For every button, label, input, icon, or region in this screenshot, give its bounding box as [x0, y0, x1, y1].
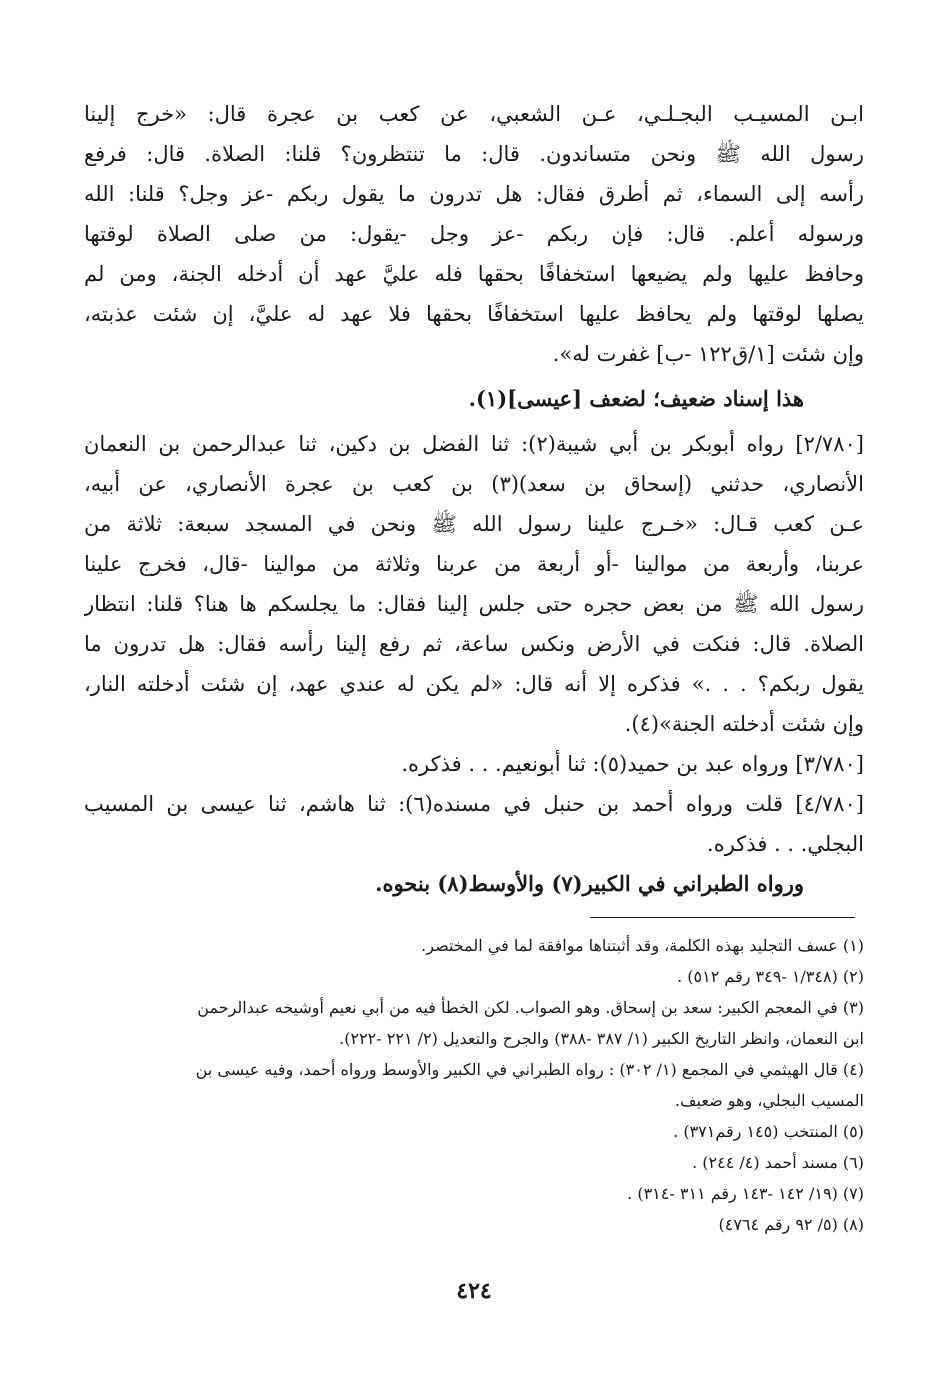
text-line: يصلها لوقتها ولم يحافظ عليها استخفافًا بحقها فلا عهد له عليَّ، إن شئت عذبته،: [84, 302, 864, 326]
text-line: [٣/٧٨٠] ورواه عبد بن حميد(٥): ثنا أبونعيم. . . فذكره.: [401, 752, 864, 776]
main-text: [84, 94, 864, 904]
text-line: [٢/٧٨٠] رواه أبوبكر بن أبي شيبة(٢): ثنا الفضل بن دكين، ثنا عبدالرحمن بن النعمان: [84, 432, 864, 456]
isnad-judgment: هذا إسناد ضعيف؛ لضعف [عيسى](١).: [468, 386, 804, 411]
footnote: (١) عسف التجليد بهذه الكلمة، وقد أثبتناها موافقة لما في المختصر.: [421, 936, 864, 955]
footnote-separator: [590, 917, 855, 918]
text-line: البجلي. . . فذكره.: [707, 832, 864, 856]
text-line: وإن شئت أدخلته الجنة»(٤).: [624, 712, 864, 736]
page-number: ٤٢٤: [456, 1278, 492, 1304]
paragraph-narration-2: [84, 424, 864, 744]
footnote: (٧) (١٩/ ١٤٢ -١٤٣ رقم ٣١١ -٣١٤) .: [627, 1184, 864, 1203]
paragraph-narration-5: [84, 864, 864, 904]
footnote: (٢) (١/٣٤٨ -٣٤٩ رقم ٥١٢) .: [677, 967, 864, 986]
text-line: ورواه الطبراني في الكبير(٧) والأوسط(٨) بنحوه.: [375, 871, 804, 896]
paragraph-hadith-text: [84, 94, 864, 374]
footnote-continuation: ابن النعمان، وانظر التاريخ الكبير (١/ ٣٨٧ -٣٨٨) والجرح والتعديل (٢/ ٢٢١ -٢٢٢).: [339, 1029, 864, 1048]
footnotes: [92, 930, 864, 1240]
footnote: (٥) المنتخب (١٤٥ رقم٣٧١) .: [673, 1122, 864, 1141]
footnote-continuation: المسيب البجلي، وهو ضعيف.: [674, 1091, 864, 1110]
text-line: الصلاة. قال: فنكت في الأرض ونكس ساعة، ثم رفع إلينا رأسه فقال: هل تدرون ما: [84, 632, 864, 656]
text-line: [٤/٧٨٠] قلت ورواه أحمد بن حنبل في مسنده(٦): ثنا هاشم، ثنا عيسى بن المسيب: [84, 792, 864, 816]
text-line: ابـن المسيـب البجـلـي، عـن الشعبي، عن كعب بن عجرة قال: «خرج إلينا: [84, 102, 864, 126]
text-line: ورسوله أعلم. قال: فإن ربكم -عز وجل -يقول: من صلى الصلاة لوقتها: [84, 222, 864, 246]
text-line: وحافظ عليها ولم يضيعها استخفافًا بحقها فله عليَّ عهد أن أدخله الجنة، ومن لم: [84, 262, 864, 286]
text-line: رسول الله ﷺ من بعض حجره حتى جلس إلينا فقال: ما يجلسكم ها هنا؟ قلنا: انتظار: [84, 592, 864, 616]
paragraph-narration-3: [84, 744, 864, 784]
text-line: وإن شئت [١/ق١٢٢ -ب] غفرت له».: [552, 342, 864, 366]
text-line: يقول ربكم؟ . . .» فذكره إلا أنه قال: «لم يكن له عندي عهد، إن شئت أدخلته النار،: [84, 672, 864, 696]
text-line: رأسه إلى السماء، ثم أطرق فقال: هل تدرون ما يقول ربكم -عز وجل؟ قلنا: الله: [84, 182, 864, 206]
footnote: (٤) قال الهيثمي في المجمع (١/ ٣٠٢) : رواه الطبراني في الكبير والأوسط ورواه أحمد، وفيه عيسى بن: [195, 1060, 864, 1079]
text-line: عربنا، وأربعة من موالينا -أو أربعة من عربنا وثلاثة من موالينا -قال، فخرج علينا: [84, 552, 864, 576]
paragraph-narration-4: [84, 784, 864, 864]
text-line: رسول الله ﷺ ونحن متساندون. قال: ما تنتظرون؟ قلنا: الصلاة. قال: فرفع: [84, 142, 864, 166]
footnote: (٣) في المعجم الكبير: سعد بن إسحاق. وهو الصواب. لكن الخطأ فيه من أبي نعيم أوشيخه عبدالرحمن: [197, 998, 864, 1017]
text-line: الأنصاري، حدثني (إسحاق بن سعد)(٣) بن كعب بن عجرة الأنصاري، عن أبيه،: [84, 472, 864, 496]
footnote: (٨) (٥/ ٩٢ رقم ٤٧٦٤): [718, 1215, 864, 1234]
text-line: عـن كعب قـال: «خـرج علينا رسول الله ﷺ ونحن في المسجد سبعة: ثلاثة من: [84, 512, 864, 536]
footnote: (٦) مسند أحمد (٤/ ٢٤٤) .: [692, 1153, 864, 1172]
